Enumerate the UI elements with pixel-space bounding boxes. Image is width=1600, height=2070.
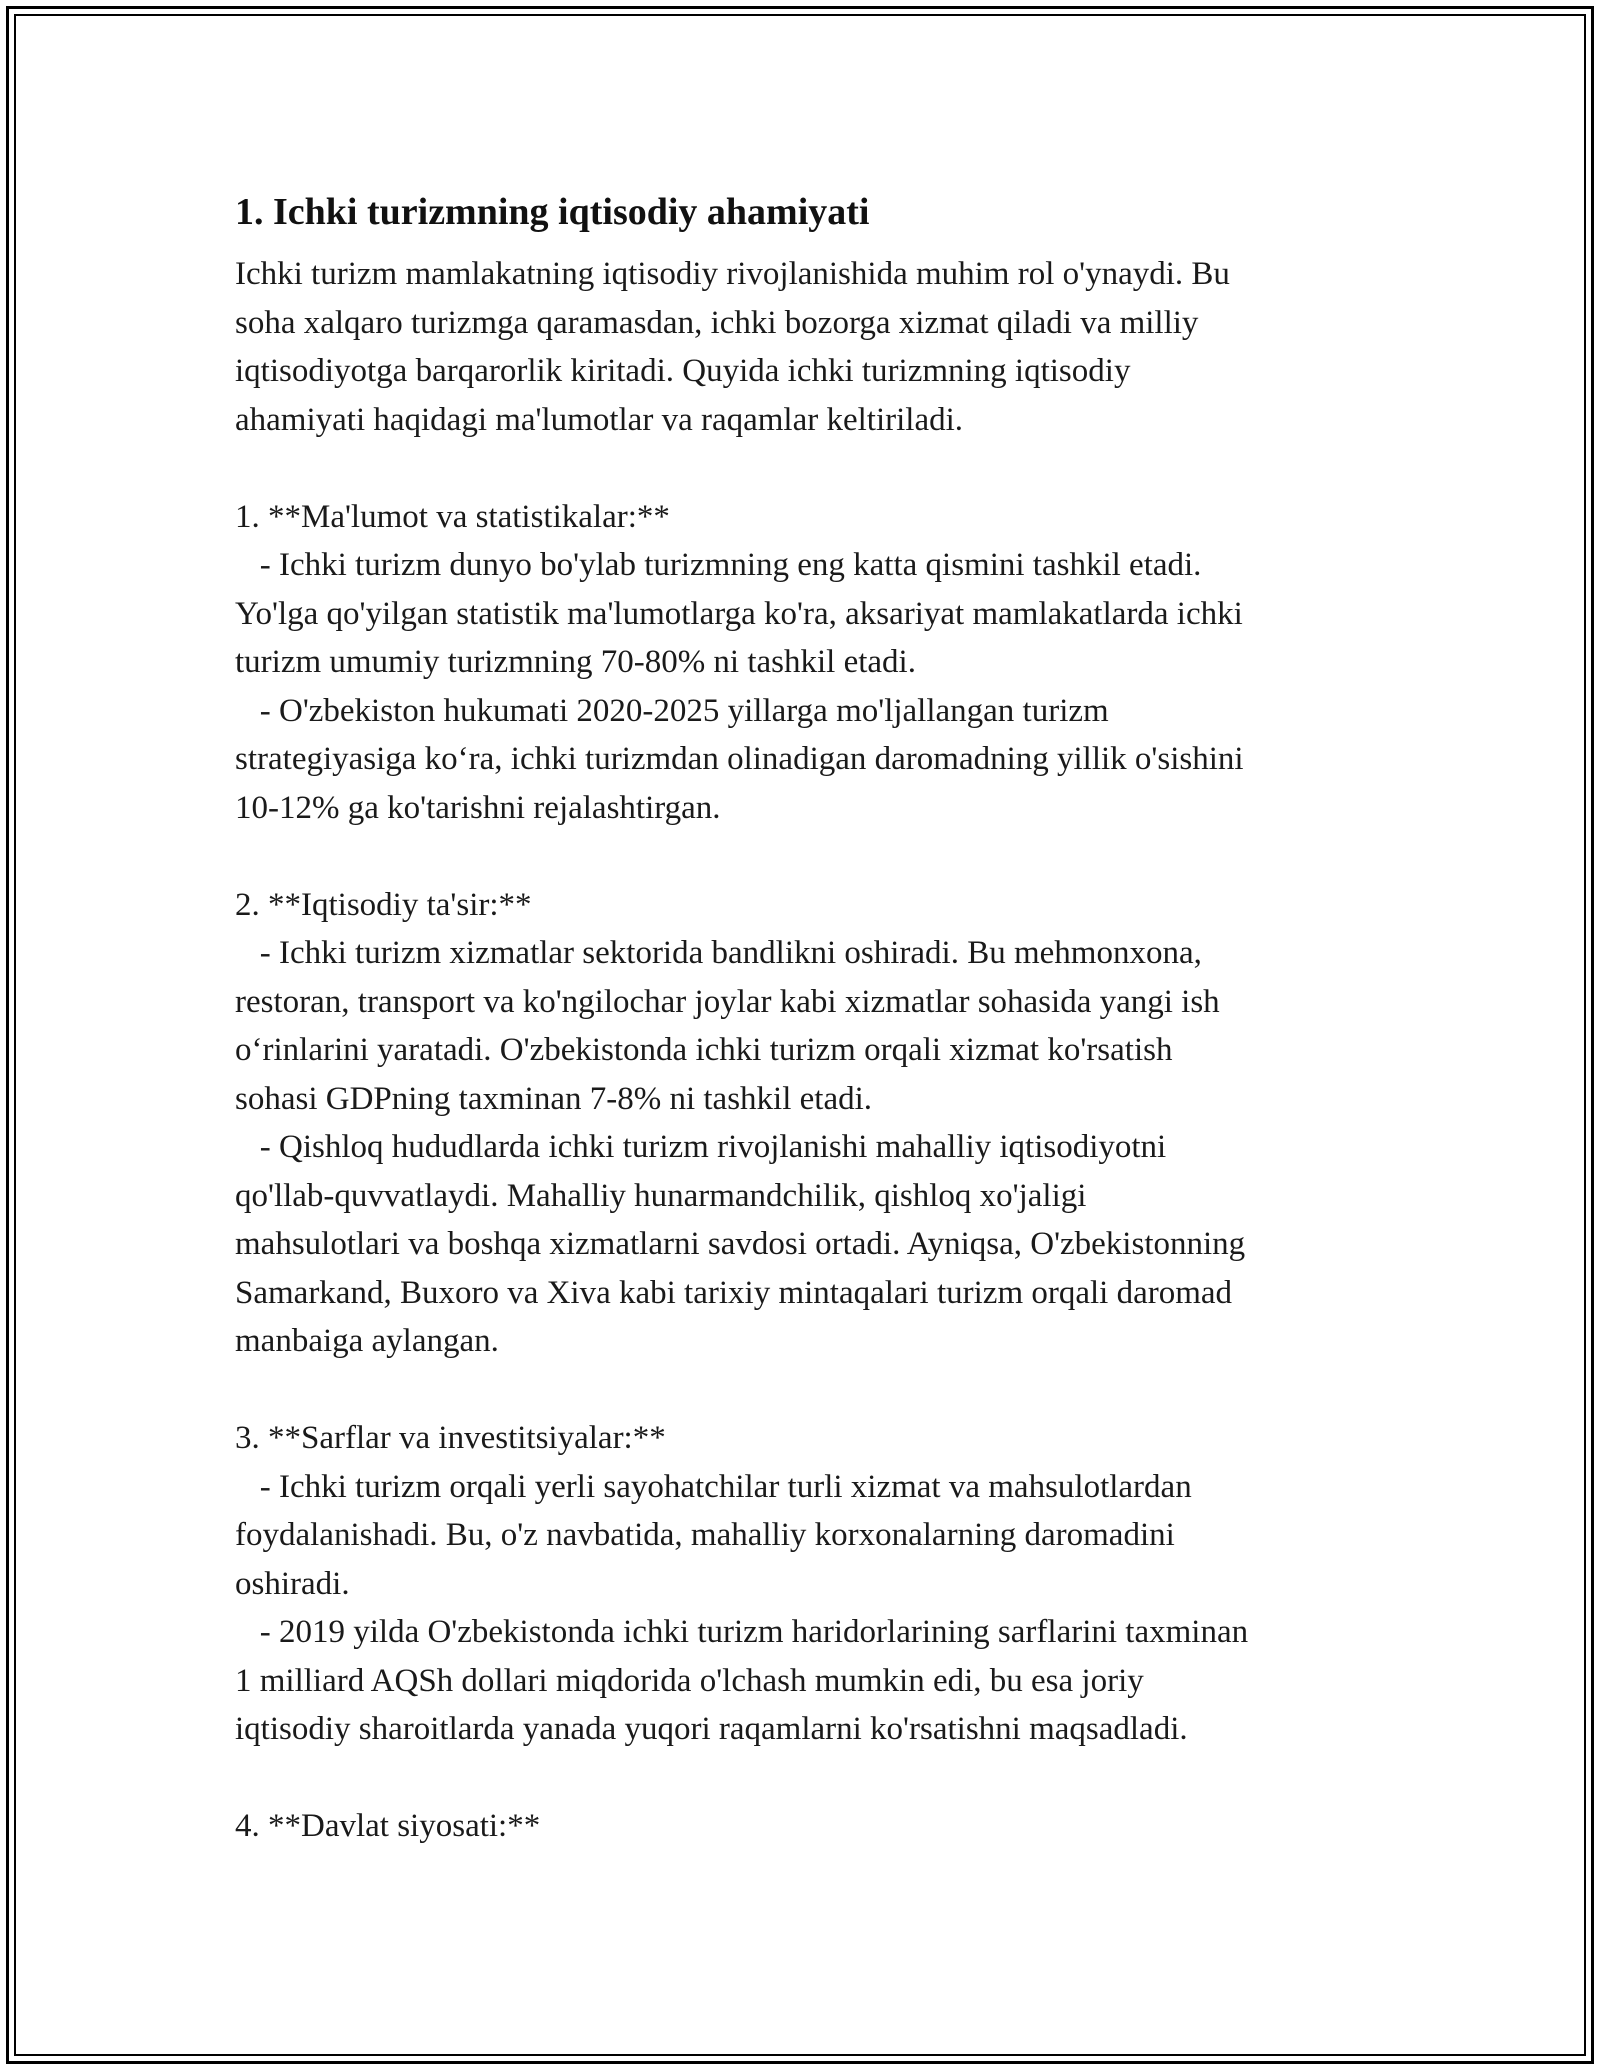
- section-text: Ichki turizm mamlakatning iqtisodiy rivojlanishida muhim rol o'ynaydi. Bu soha xalqaro turizmga qaramasdan, ichki bozorga xizmat qiladi va milliy iqtisodiyotga barqarorlik kiritadi. Quyida ichki turizmning iqtisodiy ahamiyati haqidagi ma'lumotlar va raqamlar keltiriladi. 1. **Ma'lumot va statistikalar:** - Ichki turizm dunyo bo'ylab turizmning eng katta qismini tashkil etadi. Yo'lga qo'yilgan statistik ma'lumotlarga ko'ra, aksariyat mamlakatlarda ichki turizm umumiy turizmning 70-80% ni tashkil etadi. - O'zbekiston hukumati 2020-2025 yillarga mo'ljallangan turizm strategiyasiga ko‘ra, ichki turizmdan olinadigan daromadning yillik o'sishini 10-12% ga ko'tarishni rejalashtirgan. 2. **Iqtisodiy ta'sir:** - Ichki turizm xizmatlar sektorida bandlikni oshiradi. Bu mehmonxona, restoran, transport va ko'ngilochar joylar kabi xizmatlar sohasida yangi ish o‘rinlarini yaratadi. O'zbekistonda ichki turizm orqali xizmat ko'rsatish sohasi GDPning taxminan 7-8% ni tashkil etadi. - Qishloq hududlarda ichki turizm rivojlanishi mahalliy iqtisodiyotni qo'llab-quvvatlaydi. Mahalliy hunarmandchilik, qishloq xo'jaligi mahsulotlari va boshqa xizmatlarni savdosi ortadi. Ayniqsa, O'zbekistonning Samarkand, Buxoro va Xiva kabi tarixiy mintaqalari turizm orqali daromad manbaiga aylangan. 3. **Sarflar va investitsiyalar:** - Ichki turizm orqali yerli sayohatchilar turli xizmat va mahsulotlardan foydalanishadi. Bu, o'z navbatida, mahalliy korxonalarning daromadini oshiradi. - 2019 yilda O'zbekistonda ichki turizm haridorlarining sarflarini taxminan 1 milliard AQSh dollari miqdorida o'lchash mumkin edi, bu esa joriy iqtisodiy sharoitlarda yanada yuqori raqamlarni ko'rsatishni maqsadladi. 4. **Davlat siyosati:**: [235, 256, 1249, 1844]
- section-heading: 1. Ichki turizmning iqtisodiy ahamiyati: [235, 191, 870, 233]
- document-body: [235, 186, 1385, 1851]
